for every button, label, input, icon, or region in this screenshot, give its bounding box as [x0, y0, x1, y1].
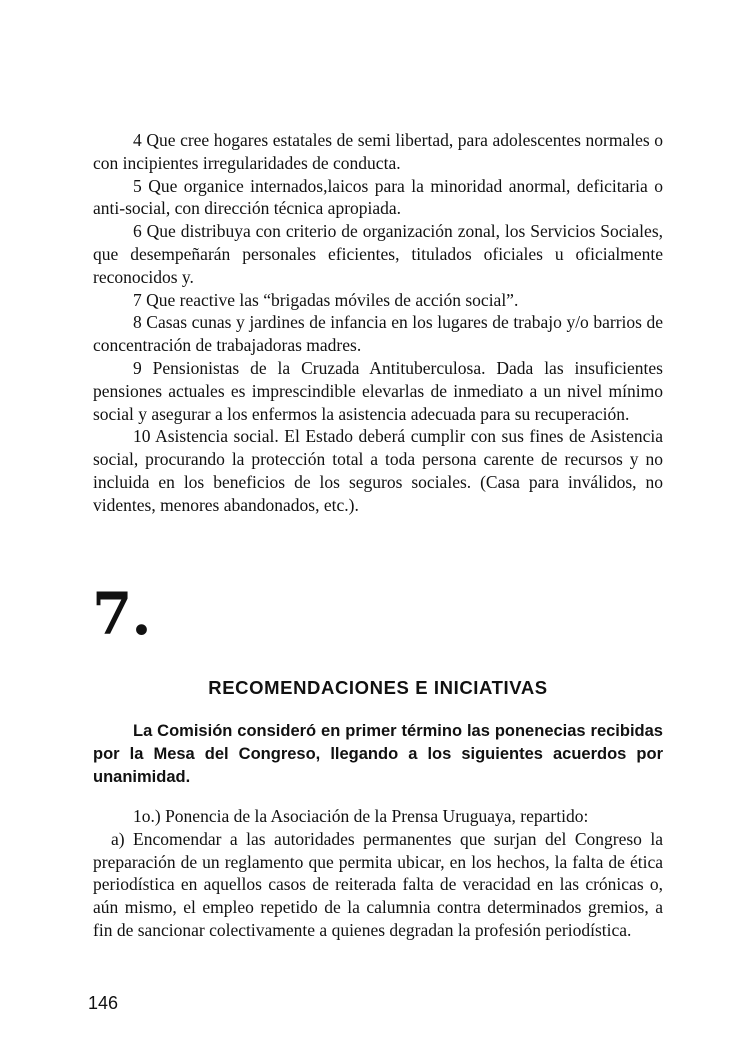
list-item: 4 Que cree hogares estatales de semi libertad, para adolescentes normales o con incipientes irregularidades de conducta. — [93, 130, 663, 173]
chapter-number: 7. — [92, 580, 151, 648]
ponencia-item-a: a) Encomendar a las autoridades permanentes que surjan del Congreso la preparación de un reglamento que permita ubicar, en los hechos, la falta de ética periodística en aquellos casos de reiterada falta de veracidad en las crónicas o, aún mismo, el empleo repetido de la calumnia contra determinados gremios, a fin de sancionar colectivamente a quienes degradan la profesión periodística. — [93, 828, 663, 940]
recommendations-list — [93, 129, 663, 517]
list-item: 10 Asistencia social. El Estado deberá cumplir con sus fines de Asistencia social, procurando la protección total a toda persona carente de recursos y no incluida en los beneficios de los seguros sociales. (Casa para inválidos, no videntes, menores abandonados, etc.). — [93, 426, 663, 515]
page-number: 146 — [88, 993, 119, 1013]
ponencia-section — [93, 805, 663, 942]
list-item: 9 Pensionistas de la Cruzada Antituberculosa. Dada las insuficientes pensiones actuales es imprescindible elevarlas de inmediato a un nivel mínimo social y asegurar a los enfermos la asistencia adecuada para su recuperación. — [93, 357, 663, 424]
section-heading: RECOMENDACIONES E INICIATIVAS — [208, 677, 548, 698]
list-item: 5 Que organice internados,laicos para la minoridad anormal, deficitaria o anti-social, con dirección técnica apropiada. — [93, 175, 663, 219]
intro-paragraph: La Comisión consideró en primer término las ponenecias recibidas por la Mesa del Congreso, llegando a los siguientes acuerdos por unanimidad. — [93, 722, 663, 786]
ponencia-title: 1o.) Ponencia de la Asociación de la Prensa Uruguaya, repartido: — [133, 806, 589, 826]
list-item: 6 Que distribuya con criterio de organización zonal, los Servicios Sociales, que desempeñarán personales eficientes, titulados oficiales u oficialmente reconocidos y. — [93, 221, 663, 287]
list-item: 7 Que reactive las “brigadas móviles de acción social”. — [133, 289, 519, 310]
list-item: 8 Casas cunas y jardines de infancia en los lugares de trabajo y/o barrios de concentración de trabajadoras madres. — [93, 312, 663, 356]
intro-paragraph-block — [93, 720, 663, 789]
